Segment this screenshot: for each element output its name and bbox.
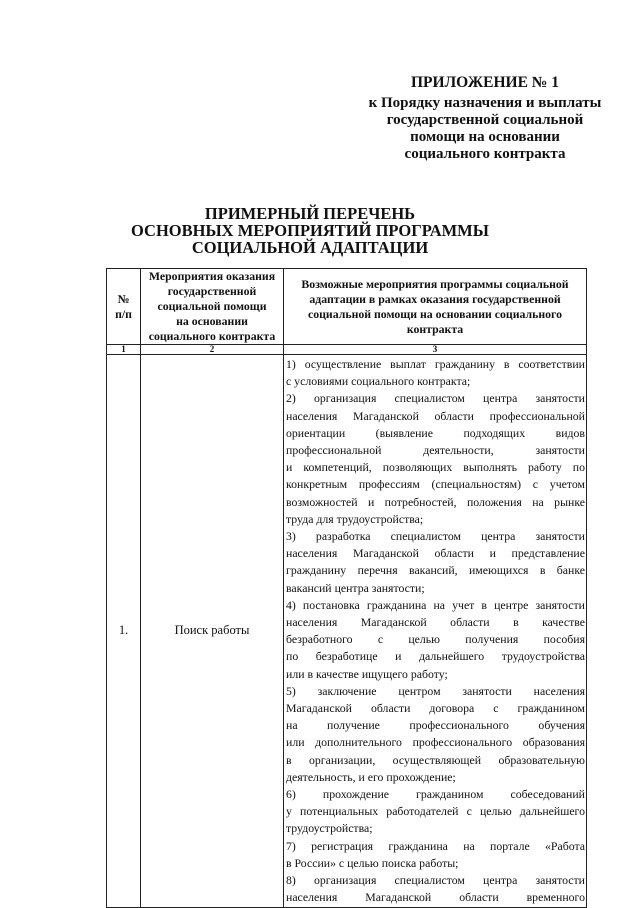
measure-line: на получение профессионального обучения bbox=[286, 718, 585, 733]
measures-table bbox=[106, 268, 587, 908]
header-text: адаптации в рамках оказания государственной bbox=[309, 291, 561, 306]
column-number: 1 bbox=[107, 345, 141, 355]
measure-line: населения Магаданской области в качестве bbox=[286, 615, 585, 630]
appendix-line: к Порядку назначения и выплаты bbox=[368, 95, 602, 111]
header-text: социального контракта bbox=[148, 329, 276, 343]
heading-line: ПРИМЕРНЫЙ ПЕРЕЧЕНЬ bbox=[204, 204, 416, 223]
measure-line: 4) постановка гражданина на учет в центре занятости bbox=[286, 597, 585, 612]
measure-line: трудоустройства; bbox=[286, 821, 373, 836]
appendix-title: ПРИЛОЖЕНИЕ № 1 bbox=[411, 74, 559, 91]
header-text: государственной bbox=[167, 284, 257, 298]
header-text: Возможные мероприятия программы социальной bbox=[301, 276, 569, 291]
row-number: 1. bbox=[107, 355, 141, 908]
measure-line: с условиями социального контракта; bbox=[286, 374, 471, 389]
measure-line: 6) прохождение гражданином собеседований bbox=[286, 787, 585, 802]
measure-line: возможностей и потребностей, положения на рынке bbox=[286, 494, 585, 509]
measure-line: 2) организация специалистом центра занятости bbox=[286, 391, 585, 406]
measure-line: и компетенций, позволяющих выполнять работу по bbox=[286, 460, 585, 475]
appendix-block bbox=[360, 74, 610, 163]
measure-line: ориентации (выявление подходящих видов bbox=[286, 425, 585, 440]
measure-line: в организации, осуществляющей образовательную bbox=[286, 752, 585, 767]
header-text: социальной помощи bbox=[157, 299, 267, 313]
document-heading bbox=[110, 205, 510, 256]
measure-line: 5) заключение центром занятости населения bbox=[286, 683, 585, 698]
column-number: 2 bbox=[141, 345, 284, 355]
measure-line: населения Магаданской области временного bbox=[286, 890, 585, 905]
column-number-row bbox=[107, 345, 587, 355]
appendix-line: социального контракта bbox=[404, 146, 566, 162]
measure-line: гражданину перечня вакансий, имеющихся в банке bbox=[286, 563, 585, 578]
measure-line: безработного с целью получения пособия bbox=[286, 632, 585, 647]
measure-line: в России» с целью поиска работы; bbox=[286, 855, 459, 870]
header-text: на основании bbox=[176, 314, 248, 328]
measure-line: труда для трудоустройства; bbox=[286, 511, 424, 526]
header-text: п/п bbox=[115, 306, 132, 321]
measure-line: населения Магаданской области и представление bbox=[286, 546, 585, 561]
table-row bbox=[107, 355, 587, 908]
measure-line: Магаданской области договора с гражданином bbox=[286, 701, 585, 716]
header-activity bbox=[141, 269, 284, 345]
measure-line: у потенциальных работодателей с целью дальнейшего bbox=[286, 804, 585, 819]
measure-line: населения Магаданской области профессиональной bbox=[286, 408, 585, 423]
measure-line: 8) организация специалистом центра занятости bbox=[286, 873, 585, 888]
measure-line: конкретным профессиям (специальностям) с учетом bbox=[286, 477, 585, 492]
heading-line: ОСНОВНЫХ МЕРОПРИЯТИЙ ПРОГРАММЫ bbox=[131, 221, 489, 240]
row-measures bbox=[284, 355, 587, 908]
header-measures bbox=[284, 269, 587, 345]
measure-line: деятельность, и его прохождение; bbox=[286, 769, 456, 784]
appendix-line: государственной социальной bbox=[386, 112, 584, 128]
appendix-line: помощи на основании bbox=[410, 129, 560, 145]
measure-line: или в качестве ищущего работу; bbox=[286, 666, 448, 681]
header-text: контракта bbox=[406, 321, 464, 336]
measure-line: профессиональной деятельности, занятости bbox=[286, 443, 585, 458]
header-text: № bbox=[117, 291, 130, 306]
measure-line: 7) регистрация гражданина на портале «Работа bbox=[286, 838, 585, 853]
measure-line: вакансий центра занятости; bbox=[286, 580, 425, 595]
header-row bbox=[107, 269, 587, 345]
heading-line: СОЦИАЛЬНОЙ АДАПТАЦИИ bbox=[191, 238, 429, 257]
measure-line: или дополнительного профессионального образования bbox=[286, 735, 585, 750]
header-number bbox=[107, 269, 141, 345]
measure-line: 1) осуществление выплат гражданину в соответствии bbox=[286, 357, 585, 371]
column-number: 3 bbox=[284, 345, 587, 355]
header-text: социальной помощи на основании социального bbox=[307, 306, 563, 321]
row-activity: Поиск работы bbox=[141, 355, 284, 908]
measure-line: 3) разработка специалистом центра занятости bbox=[286, 529, 585, 544]
measure-line: по безработице и дальнейшего трудоустройства bbox=[286, 649, 585, 664]
header-text: Мероприятия оказания bbox=[148, 269, 276, 283]
